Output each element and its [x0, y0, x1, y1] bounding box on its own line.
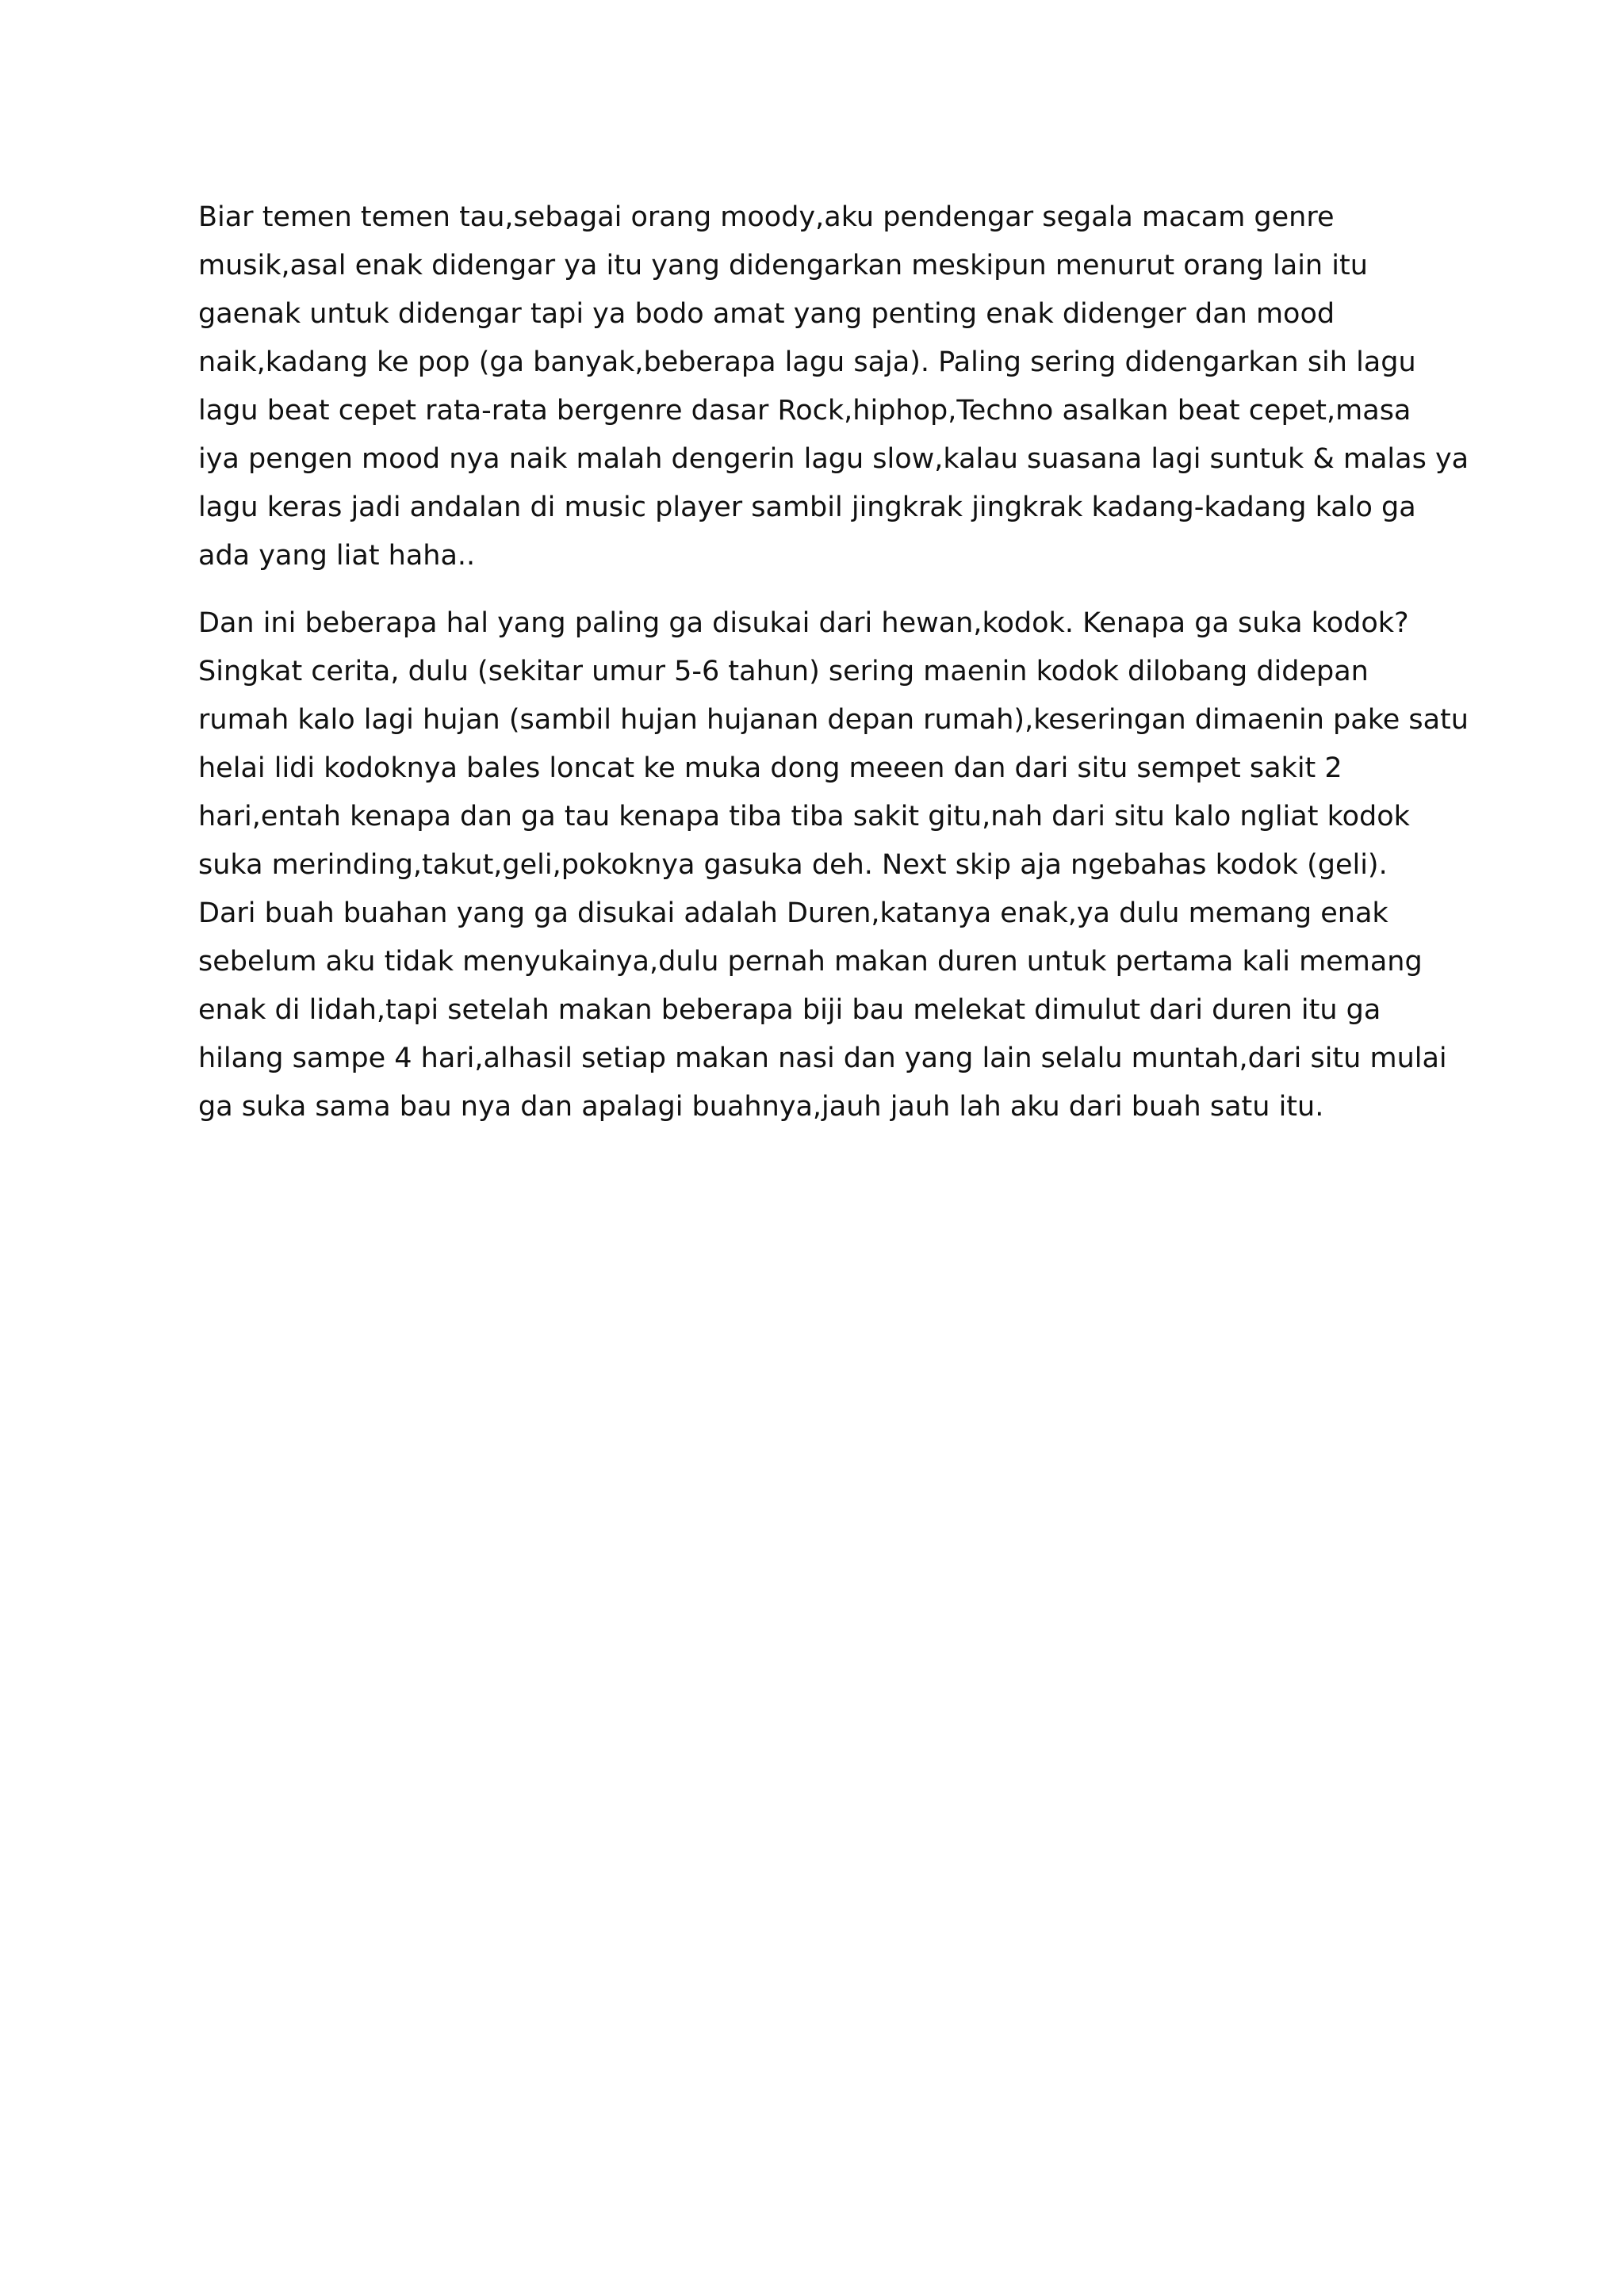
text-line: naik,kadang ke pop (ga banyak,beberapa lagu saja). Paling sering didengarkan sih lagu: [198, 346, 1416, 378]
text-line: suka merinding,takut,geli,pokoknya gasuka deh. Next skip aja ngebahas kodok (geli).: [198, 849, 1388, 881]
text-line: ada yang liat haha..: [198, 540, 476, 572]
text-line: sebelum aku tidak menyukainya,dulu pernah makan duren untuk pertama kali memang: [198, 946, 1423, 978]
text-line: Dari buah buahan yang ga disukai adalah Duren,katanya enak,ya dulu memang enak: [198, 897, 1388, 929]
text-line: lagu beat cepet rata-rata bergenre dasar Rock,hiphop,Techno asalkan beat cepet,masa: [198, 395, 1411, 427]
text-line: Biar temen temen tau,sebagai orang moody,aku pendengar segala macam genre: [198, 201, 1335, 233]
text-line: enak di lidah,tapi setelah makan beberapa biji bau melekat dimulut dari duren itu ga: [198, 994, 1381, 1026]
text-line: Dan ini beberapa hal yang paling ga disukai dari hewan,kodok. Kenapa ga suka kodok?: [198, 607, 1409, 639]
paragraph-dislikes: [198, 599, 1469, 1131]
text-line: musik,asal enak didengar ya itu yang didengarkan meskipun menurut orang lain itu: [198, 250, 1368, 281]
text-line: Singkat cerita, dulu (sekitar umur 5-6 tahun) sering maenin kodok dilobang didepan: [198, 656, 1369, 687]
text-line: helai lidi kodoknya bales loncat ke muka dong meeen dan dari situ sempet sakit 2: [198, 752, 1342, 784]
text-line: lagu keras jadi andalan di music player sambil jingkrak jingkrak kadang-kadang kalo ga: [198, 492, 1416, 523]
text-line: iya pengen mood nya naik malah dengerin lagu slow,kalau suasana lagi suntuk & malas ya: [198, 443, 1469, 475]
text-line: hilang sampe 4 hari,alhasil setiap makan nasi dan yang lain selalu muntah,dari situ mulai: [198, 1043, 1447, 1074]
text-line: hari,entah kenapa dan ga tau kenapa tiba tiba sakit gitu,nah dari situ kalo ngliat kodok: [198, 801, 1410, 832]
text-line: rumah kalo lagi hujan (sambil hujan hujanan depan rumah),keseringan dimaenin pake satu: [198, 704, 1469, 736]
document-body: [198, 193, 1469, 1150]
paragraph-music: [198, 193, 1469, 580]
text-line: gaenak untuk didengar tapi ya bodo amat yang penting enak didenger dan mood: [198, 298, 1335, 330]
text-line: ga suka sama bau nya dan apalagi buahnya,jauh jauh lah aku dari buah satu itu.: [198, 1091, 1324, 1123]
